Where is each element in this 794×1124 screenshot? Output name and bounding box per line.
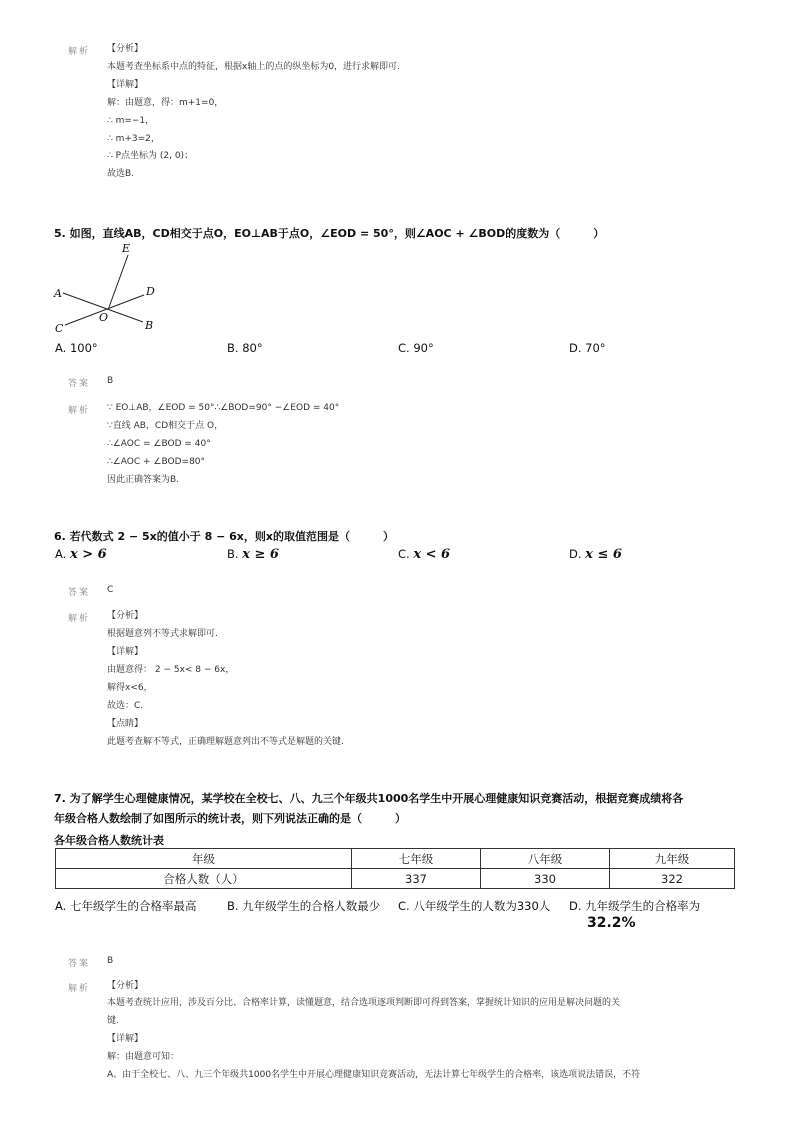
explanation-line: ∵直线 AB，CD相交于点 O，	[107, 421, 224, 431]
explanation-line: ∴ m+3=2，	[107, 134, 160, 144]
explanation-line: 本题考查坐标系中点的特征，根据x轴上的点的纵坐标为0，进行求解即可.	[107, 62, 400, 72]
explanation-line: 因此正确答案为B.	[107, 475, 180, 485]
option-a[interactable]: A. 七年级学生的合格率最高	[55, 899, 197, 913]
option-d[interactable]: D. 九年级学生的合格率为	[569, 899, 701, 913]
table-cell: 合格人数（人）	[56, 869, 352, 889]
explanation-line: 键.	[107, 1016, 119, 1026]
explanation-line: 【详解】	[107, 1034, 144, 1044]
answer-value: C	[107, 585, 114, 595]
statistics-table	[55, 848, 735, 889]
explanation-line: ∴∠AOC + ∠BOD=80°	[107, 457, 206, 467]
analysis-tag: 解析	[68, 406, 91, 416]
explanation-line: 【分析】	[107, 611, 144, 621]
explanation-line: 根据题意列不等式求解即可.	[107, 629, 218, 639]
explanation-line: 【分析】	[107, 44, 144, 54]
analysis-tag: 解析	[68, 47, 91, 57]
question-7-stem: 7. 为了解学生心理健康情况，某学校在全校七、八、九三个年级共1000名学生中开展心理健康知识竞赛活动，根据竞赛成绩将各	[54, 792, 684, 805]
option-expression: x > 6	[69, 547, 107, 562]
option-d-value: 32.2%	[587, 915, 636, 931]
option-c[interactable]	[398, 547, 450, 562]
explanation-line: ∵ EO⊥AB，∠EOD = 50°∴∠BOD=90° −∠EOD = 40°	[107, 403, 340, 413]
explanation-line: ∴ P点坐标为 (2, 0)；	[107, 151, 194, 161]
label-e: E	[122, 242, 131, 255]
option-c[interactable]: C. 八年级学生的人数为330人	[398, 899, 551, 913]
answer-tag: 答案	[68, 959, 91, 969]
explanation-line: 解：由题意，得：m+1=0，	[107, 98, 224, 108]
explanation-line: 【详解】	[107, 647, 144, 657]
answer-tag: 答案	[68, 588, 91, 598]
explanation-line: 此题考查解不等式，正确理解题意列出不等式是解题的关键.	[107, 737, 344, 747]
explanation-line: 解得x<6，	[107, 683, 153, 693]
option-b[interactable]: B. 九年级学生的合格人数最少	[227, 899, 381, 913]
explanation-line: 由题意得： 2 − 5x< 8 − 6x，	[107, 665, 235, 675]
table-cell: 322	[610, 869, 735, 889]
option-expression: x ≤ 6	[585, 547, 622, 562]
table-header-cell: 七年级	[352, 849, 481, 869]
label-c: C	[55, 322, 64, 335]
explanation-line: 本题考查统计应用，涉及百分比、合格率计算，读懂题意，结合选项逐项判断即可得到答案，掌握统计知识的应用是解决问题的关	[107, 998, 621, 1008]
table-cell: 337	[352, 869, 481, 889]
explanation-line: 【分析】	[107, 981, 144, 991]
option-letter: D.	[569, 547, 586, 561]
label-b: B	[145, 319, 154, 332]
table-header-cell: 八年级	[481, 849, 610, 869]
option-expression: x < 6	[413, 547, 451, 562]
question-5-stem: 5. 如图，直线AB，CD相交于点O，EO⊥AB于点O，∠EOD = 50°，则∠AOC + ∠BOD的度数为（ ）	[54, 227, 605, 240]
option-letter: A.	[55, 547, 70, 561]
table-title: 各年级合格人数统计表	[54, 834, 164, 847]
table-row	[56, 869, 735, 889]
option-d[interactable]	[569, 547, 622, 562]
table-header-row	[56, 849, 735, 869]
question-6-stem: 6. 若代数式 2 − 5x的值小于 8 − 6x，则x的取值范围是（ ）	[54, 530, 394, 543]
table-header-cell: 九年级	[610, 849, 735, 869]
option-a[interactable]: A. 100°	[55, 341, 98, 355]
explanation-line: 解：由题意可知：	[107, 1052, 180, 1062]
option-letter: B.	[227, 547, 243, 561]
analysis-tag: 解析	[68, 614, 91, 624]
option-letter: C.	[398, 547, 414, 561]
option-d[interactable]: D. 70°	[569, 341, 606, 355]
explanation-line: 故选：C.	[107, 701, 144, 711]
label-d: D	[146, 285, 155, 298]
explanation-line: 【详解】	[107, 80, 144, 90]
explanation-line: ∴ m=−1，	[107, 116, 155, 126]
explanation-line: A、由于全校七、八、九三个年级共1000名学生中开展心理健康知识竞赛活动，无法计算七年级学生的合格率，该选项说法错误，不符	[107, 1070, 641, 1080]
option-c[interactable]: C. 90°	[398, 341, 434, 355]
option-expression: x ≥ 6	[242, 547, 279, 562]
answer-value: B	[107, 376, 114, 386]
option-b[interactable]: B. 80°	[227, 341, 263, 355]
table-header-cell: 年级	[56, 849, 352, 869]
answer-tag: 答案	[68, 379, 91, 389]
explanation-line: 故选B.	[107, 169, 135, 179]
analysis-tag: 解析	[68, 984, 91, 994]
answer-value: B	[107, 956, 114, 966]
explanation-line: 【点睛】	[107, 719, 144, 729]
label-o: O	[99, 311, 109, 324]
option-b[interactable]	[227, 547, 279, 562]
table-cell: 330	[481, 869, 610, 889]
label-a: A	[54, 287, 62, 300]
explanation-line: ∴∠AOC = ∠BOD = 40°	[107, 439, 211, 449]
option-a[interactable]	[55, 547, 107, 562]
question-7-stem-cont: 年级合格人数绘制了如图所示的统计表，则下列说法正确的是（ ）	[54, 812, 406, 825]
geometry-figure	[48, 240, 168, 336]
